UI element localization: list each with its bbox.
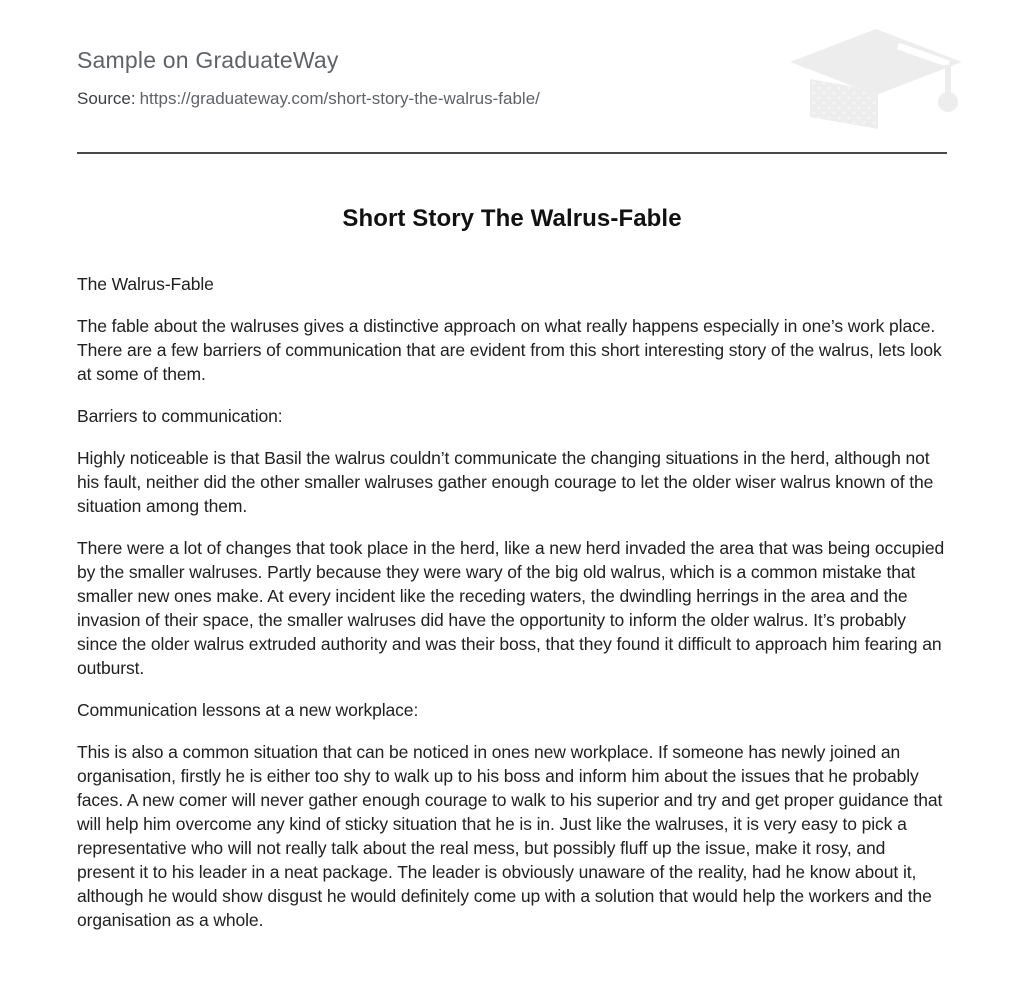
paragraph: Communication lessons at a new workplace: — [77, 700, 419, 720]
paragraph: This is also a common situation that can be noticed in ones new workplace. If someone has newly joined an organisation, firstly he is either too shy to walk up to his boss and inform him about the issues that he probably faces. A new comer will never gather enough courage to walk to his superior and try and get proper guidance that will help him overcome any kind of sticky situation that he is in. Just like the walruses, it is very easy to pick a representative who will not really talk about the real mess, but possibly fluff up the issue, make it rosy, and present it to his leader in a neat package. The leader is obviously unaware of the reality, had he know about it, although he would show disgust he would definitely come up with a solution that would help the workers and the organisation as a whole. — [77, 742, 943, 930]
divider — [77, 152, 947, 154]
source-label: Source: — [77, 89, 136, 108]
article-title: Short Story The Walrus-Fable — [342, 205, 682, 232]
graduation-cap-icon — [786, 25, 966, 139]
site-title: Sample on GraduateWay — [77, 47, 339, 73]
article-body — [77, 272, 947, 932]
paragraph: Highly noticeable is that Basil the walrus couldn’t communicate the changing situations in the herd, although not his fault, neither did the other smaller walruses gather enough courage to let the older wiser walrus known of the situation among them. — [77, 448, 934, 516]
source-url-link[interactable]: https://graduateway.com/short-story-the-walrus-fable/ — [139, 89, 540, 108]
paragraph: Barriers to communication: — [77, 406, 283, 426]
paragraph: The Walrus-Fable — [77, 274, 214, 294]
paragraph: There were a lot of changes that took place in the herd, like a new herd invaded the area that was being occupied by the smaller walruses. Partly because they were wary of the big old walrus, which is a common mistake that smaller new ones make. At every incident like the receding waters, the dwindling herrings in the area and the invasion of their space, the smaller walruses did have the opportunity to inform the older walrus. It’s probably since the older walrus extruded authority and was their boss, that they found it difficult to approach him fearing an outburst. — [77, 538, 945, 678]
paragraph: The fable about the walruses gives a distinctive approach on what really happens especially in one’s work place. There are a few barriers of communication that are evident from this short interesting story of the walrus, lets look at some of them. — [77, 316, 942, 384]
